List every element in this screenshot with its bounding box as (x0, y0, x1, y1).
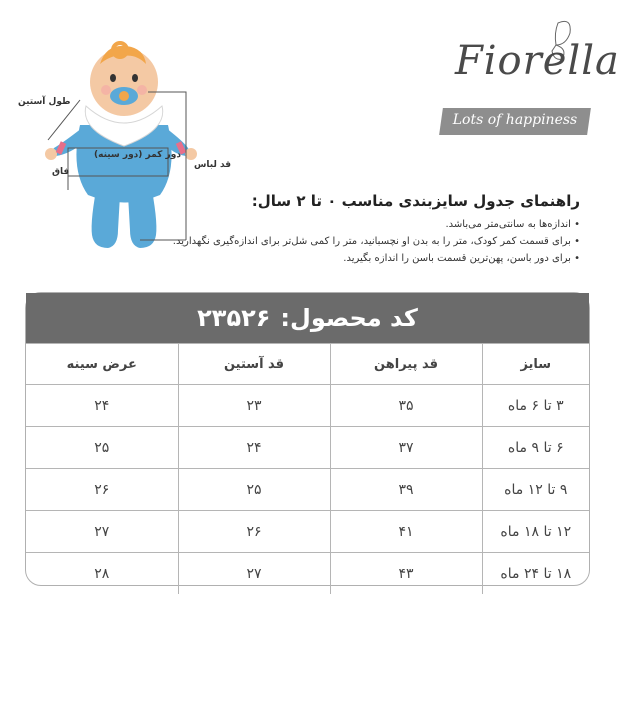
table-cell: ۱۲ تا ۱۸ ماه (482, 511, 589, 553)
table-cell: ۲۳ (178, 385, 330, 427)
product-code-value: ۲۳۵۲۶ (197, 304, 271, 332)
size-table-card (25, 292, 590, 586)
guide-note: • برای قسمت کمر کودک، متر را به بدن او نچسبانید، متر را کمی شل‌تر برای اندازه‌گیری نگهدارید. (110, 233, 580, 250)
table-cell: ۴۱ (330, 511, 482, 553)
table-cell: ۲۵ (178, 469, 330, 511)
table-row (26, 511, 589, 553)
label-sleeve: طول آستین (18, 97, 71, 107)
guide-note: • برای دور باسن، پهن‌ترین قسمت باسن را اندازه بگیرید. (110, 250, 580, 267)
guide-title: راهنمای جدول سایزبندی مناسب ۰ تا ۲ سال: (251, 192, 580, 210)
table-cell: ۲۴ (26, 385, 178, 427)
column-header: قد آستین (178, 344, 330, 385)
table-cell: ۲۵ (26, 427, 178, 469)
table-cell: ۱۸ تا ۲۴ ماه (482, 553, 589, 595)
table-cell: ۲۷ (178, 553, 330, 595)
table-cell: ۶ تا ۹ ماه (482, 427, 589, 469)
table-cell: ۳۹ (330, 469, 482, 511)
table-cell: ۲۴ (178, 427, 330, 469)
table-cell: ۲۶ (178, 511, 330, 553)
table-row (26, 469, 589, 511)
brand-name: Fiorella (455, 38, 620, 84)
table-cell: ۲۶ (26, 469, 178, 511)
column-header: سایز (482, 344, 589, 385)
label-waist: دور کمر (دور سینه) (94, 150, 181, 160)
column-header: قد پیراهن (330, 344, 482, 385)
table-header-row (26, 344, 589, 385)
product-code-label: کد محصول: (280, 304, 418, 332)
table-row (26, 385, 589, 427)
table-row (26, 553, 589, 595)
guide-notes (110, 216, 580, 267)
column-header: عرض سینه (26, 344, 178, 385)
label-crotch: فاق (52, 167, 70, 177)
guide-note: • اندازه‌ها به سانتی‌متر می‌باشد. (110, 216, 580, 233)
product-code-header (26, 293, 589, 343)
table-cell: ۴۳ (330, 553, 482, 595)
table-cell: ۲۷ (26, 511, 178, 553)
brand-tagline: Lots of happiness (452, 112, 578, 128)
table-cell: ۲۸ (26, 553, 178, 595)
label-length: قد لباس (194, 160, 232, 170)
size-table (26, 343, 589, 594)
table-row (26, 427, 589, 469)
table-cell: ۳۷ (330, 427, 482, 469)
size-guide (110, 192, 580, 267)
table-cell: ۹ تا ۱۲ ماه (482, 469, 589, 511)
table-cell: ۳۵ (330, 385, 482, 427)
table-cell: ۳ تا ۶ ماه (482, 385, 589, 427)
